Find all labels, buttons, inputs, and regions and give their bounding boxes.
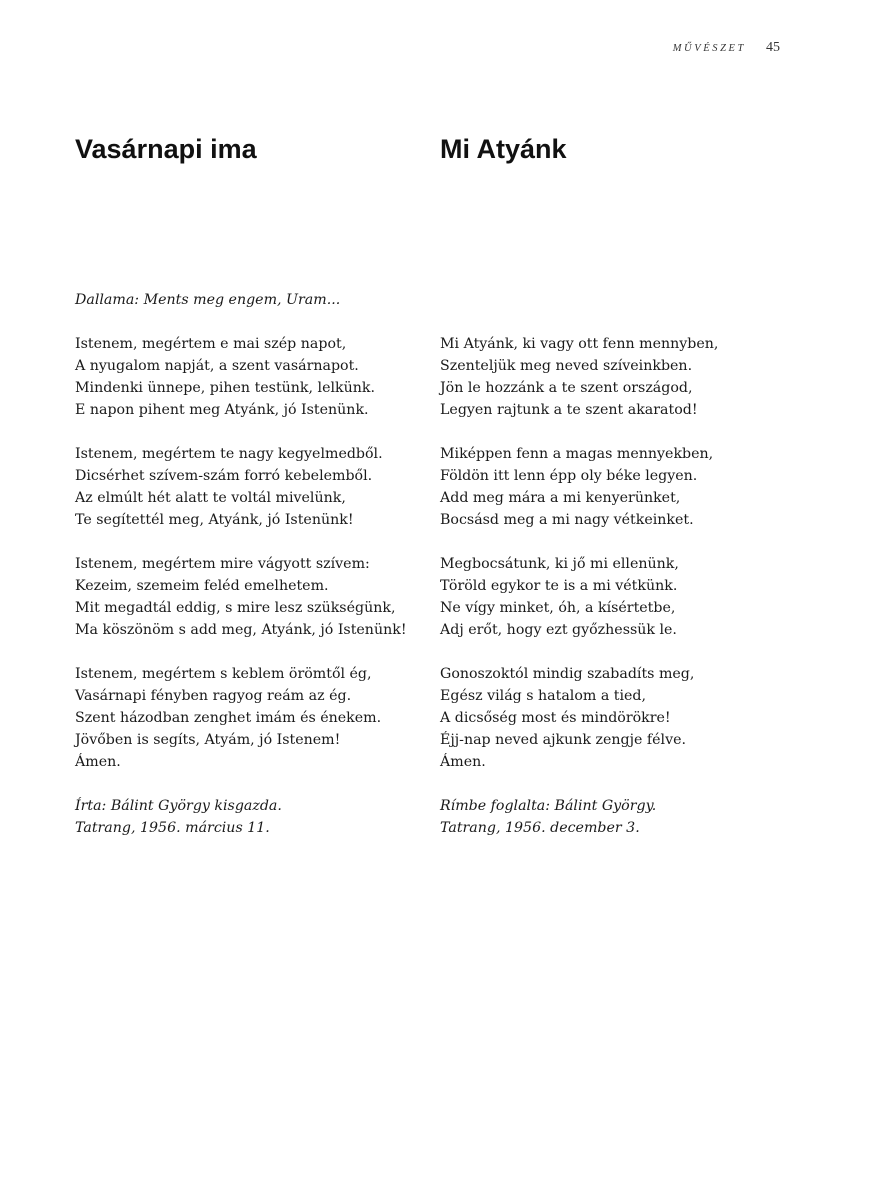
stanza bbox=[75, 443, 407, 531]
verse-line: E napon pihent meg Atyánk, jó Istenünk. bbox=[75, 402, 369, 418]
verse-line: Mit megadtál eddig, s mire lesz szükségünk, bbox=[75, 600, 396, 616]
verse-line: Ne vígy minket, óh, a kísértetbe, bbox=[440, 600, 676, 616]
verse-line: Mindenki ünnepe, pihen testünk, lelkünk. bbox=[75, 380, 375, 396]
verse-line: Jön le hozzánk a te szent országod, bbox=[440, 380, 693, 396]
verse-line: Dicsérhet szívem-szám forró kebelemből. bbox=[75, 468, 373, 484]
signature-line: Írta: Bálint György kisgazda. bbox=[75, 798, 282, 814]
signature-line: Tatrang, 1956. március 11. bbox=[75, 820, 270, 836]
verse-line: A nyugalom napját, a szent vasárnapot. bbox=[75, 358, 359, 374]
verse-line: Ámen. bbox=[440, 754, 486, 770]
verse-line: Töröld egykor te is a mi vétkünk. bbox=[440, 578, 678, 594]
stanza bbox=[440, 663, 718, 773]
verse-line: Ámen. bbox=[75, 754, 121, 770]
verse-line: Mi Atyánk, ki vagy ott fenn mennyben, bbox=[440, 336, 719, 352]
left-poem-subtitle: Dallama: Ments meg engem, Uram... bbox=[75, 292, 341, 308]
verse-line: Vasárnapi fényben ragyog reám az ég. bbox=[75, 688, 352, 704]
verse-line: Szent házodban zenghet imám és énekem. bbox=[75, 710, 382, 726]
verse-line: Földön itt lenn épp oly béke legyen. bbox=[440, 468, 698, 484]
verse-line: Jövőben is segíts, Atyám, jó Istenem! bbox=[75, 732, 341, 748]
verse-line: Istenem, megértem te nagy kegyelmedből. bbox=[75, 446, 383, 462]
section-label: MŰVÉSZET bbox=[672, 43, 746, 54]
stanza bbox=[440, 553, 718, 641]
verse-line: Istenem, megértem s keblem örömtől ég, bbox=[75, 666, 372, 682]
verse-line: Te segítettél meg, Atyánk, jó Istenünk! bbox=[75, 512, 354, 528]
signature-line: Tatrang, 1956. december 3. bbox=[440, 820, 640, 836]
verse-line: A dicsőség most és mindörökre! bbox=[440, 710, 671, 726]
page-number: 45 bbox=[766, 40, 780, 55]
verse-line: Ma köszönöm s add meg, Atyánk, jó Istenünk! bbox=[75, 622, 407, 638]
verse-line: Legyen rajtunk a te szent akaratod! bbox=[440, 402, 698, 418]
right-poem-body bbox=[440, 333, 718, 861]
signature-line: Rímbe foglalta: Bálint György. bbox=[440, 798, 657, 814]
verse-line: Bocsásd meg a mi nagy vétkeinket. bbox=[440, 512, 694, 528]
verse-line: Adj erőt, hogy ezt győzhessük le. bbox=[440, 622, 677, 638]
verse-line: Istenem, megértem mire vágyott szívem: bbox=[75, 556, 370, 572]
verse-line: Kezeim, szemeim feléd emelhetem. bbox=[75, 578, 329, 594]
stanza bbox=[440, 443, 718, 531]
stanza bbox=[75, 663, 407, 773]
verse-line: Add meg mára a mi kenyerünket, bbox=[440, 490, 681, 506]
verse-line: Miképpen fenn a magas mennyekben, bbox=[440, 446, 714, 462]
running-head bbox=[673, 40, 780, 56]
stanza bbox=[440, 333, 718, 421]
left-poem-title: Vasárnapi ima bbox=[75, 134, 257, 164]
verse-line: Egész világ s hatalom a tied, bbox=[440, 688, 647, 704]
left-poem-body bbox=[75, 333, 407, 861]
right-poem-title: Mi Atyánk bbox=[440, 134, 567, 164]
verse-line: Istenem, megértem e mai szép napot, bbox=[75, 336, 347, 352]
stanza bbox=[75, 553, 407, 641]
signature bbox=[75, 795, 407, 839]
verse-line: Gonoszoktól mindig szabadíts meg, bbox=[440, 666, 695, 682]
verse-line: Megbocsátunk, ki jő mi ellenünk, bbox=[440, 556, 679, 572]
verse-line: Éjj-nap neved ajkunk zengje félve. bbox=[440, 732, 687, 748]
verse-line: Szenteljük meg neved szíveinkben. bbox=[440, 358, 693, 374]
signature bbox=[440, 795, 718, 839]
stanza bbox=[75, 333, 407, 421]
verse-line: Az elmúlt hét alatt te voltál mivelünk, bbox=[75, 490, 346, 506]
